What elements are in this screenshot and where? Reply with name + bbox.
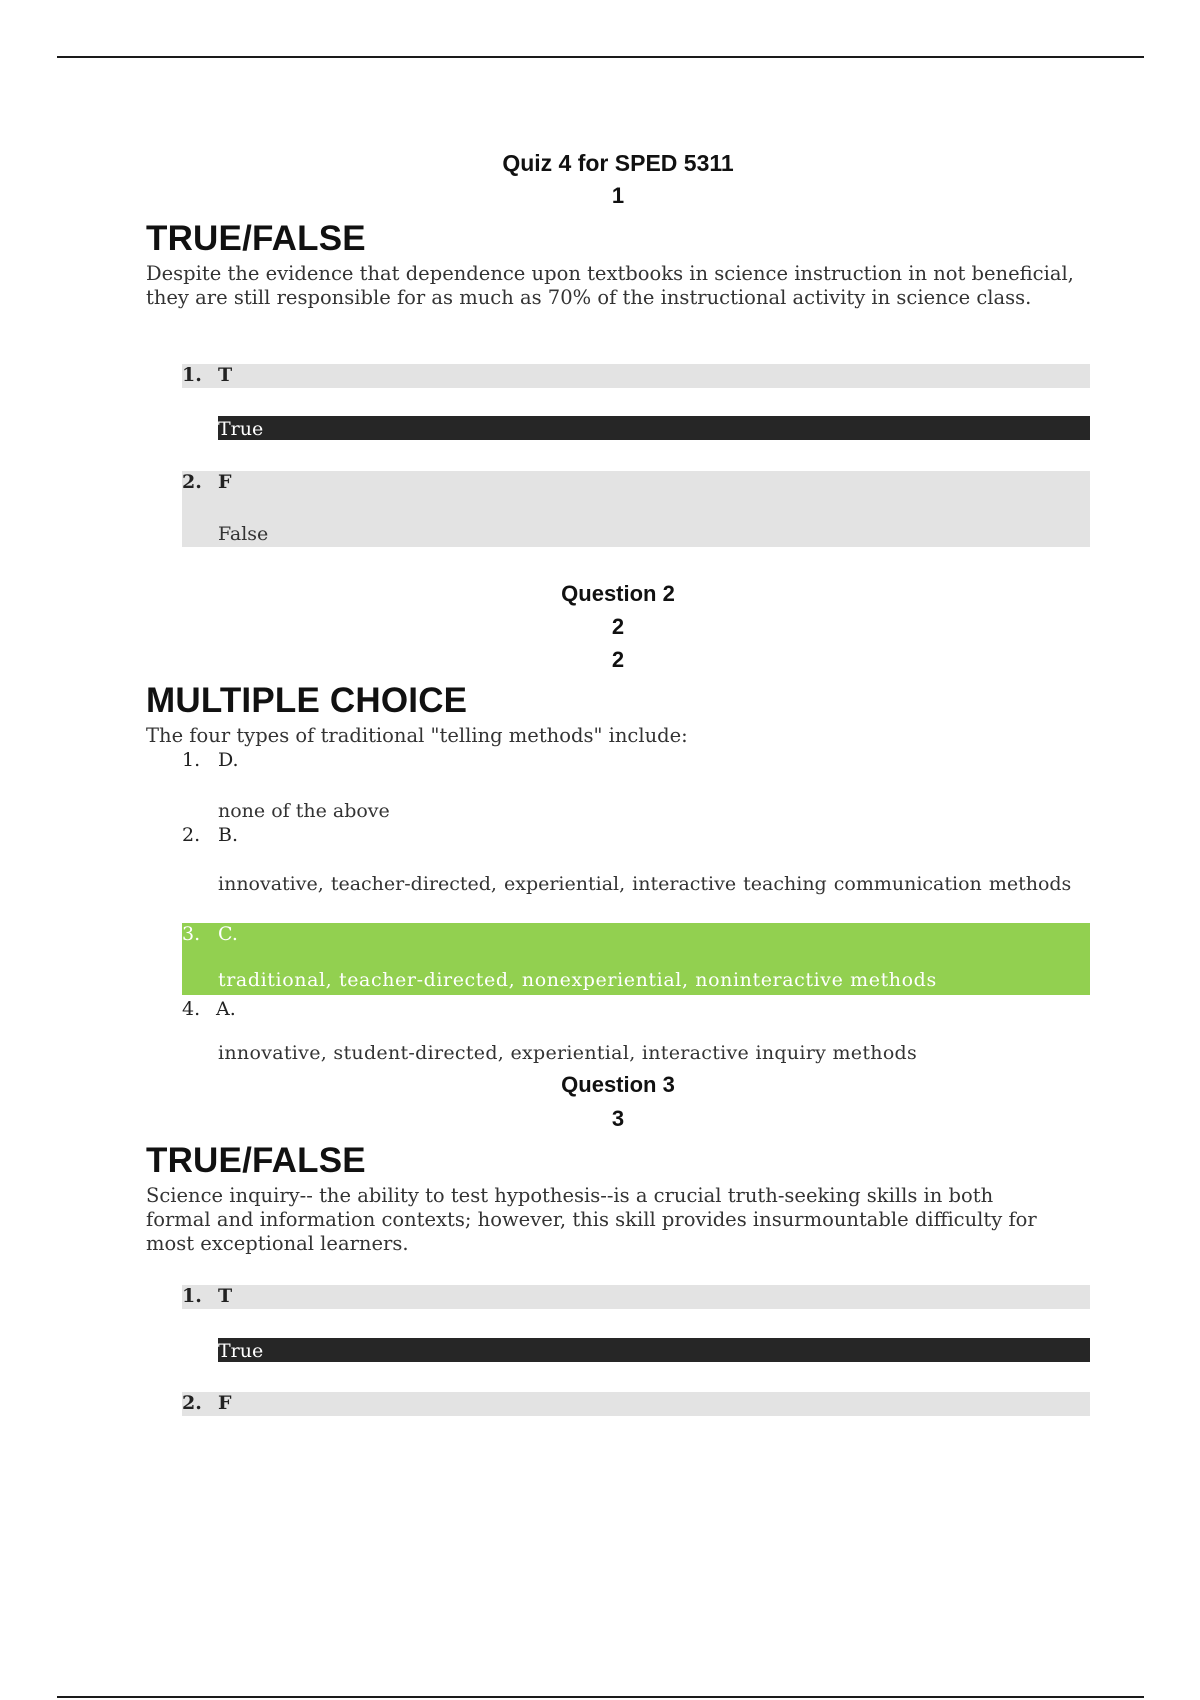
option-bar — [182, 1285, 1090, 1309]
option-letter: F — [218, 1392, 232, 1414]
option-number: 4. — [182, 998, 201, 1020]
option-2-label[interactable] — [182, 471, 232, 493]
option-1-label[interactable] — [182, 749, 239, 771]
correct-answer-highlight[interactable] — [182, 923, 1090, 995]
option-1-label[interactable] — [182, 364, 233, 386]
footer-rule — [57, 1696, 1144, 1698]
header-rule — [57, 56, 1144, 58]
question-number: 2 — [611, 647, 625, 672]
option-letter: C. — [218, 923, 238, 945]
selected-answer-true[interactable]: True — [218, 1338, 1090, 1362]
option-2-label[interactable] — [182, 824, 239, 846]
question-number: 3 — [611, 1106, 625, 1131]
option-bar — [182, 471, 1090, 547]
option-bar — [182, 1392, 1090, 1416]
option-number: 1. — [182, 364, 202, 386]
option-number: 3. — [182, 923, 201, 945]
option-letter: T — [218, 1285, 233, 1307]
option-4-label[interactable] — [182, 998, 236, 1020]
option-2-label[interactable] — [182, 1392, 232, 1414]
option-a-text[interactable]: innovative, student-directed, experiential, interactive inquiry methods — [218, 1042, 918, 1064]
question-2-heading: Question 2 — [561, 581, 675, 606]
question-number: 1 — [611, 183, 625, 208]
question-3-text: Science inquiry-- the ability to test hypothesis--is a crucial truth-seeking skills in both formal and information contexts; however, this skill provides insurmountable difficulty for most exceptional learners. — [146, 1184, 1037, 1255]
question-number: 2 — [611, 614, 625, 639]
option-number: 1. — [182, 749, 201, 771]
option-b-text[interactable]: innovative, teacher-directed, experiential, interactive teaching communication methods — [218, 873, 1072, 895]
option-letter: D. — [218, 749, 239, 771]
section-heading-true-false: TRUE/FALSE — [146, 219, 366, 258]
option-d-text[interactable]: none of the above — [218, 800, 390, 822]
option-number: 2. — [182, 471, 202, 493]
option-number: 1. — [182, 1285, 202, 1307]
option-letter: T — [218, 364, 233, 386]
question-2-text: The four types of traditional "telling methods" include: — [146, 724, 688, 747]
option-letter: F — [218, 471, 232, 493]
question-1-text: Despite the evidence that dependence upon textbooks in science instruction in not beneficial, they are still responsible for as much as 70% of the instructional activity in science class. — [146, 262, 1074, 309]
option-letter: B. — [218, 824, 239, 846]
selected-answer-true[interactable]: True — [218, 416, 1090, 440]
option-number: 2. — [182, 1392, 202, 1414]
option-3-label — [182, 923, 238, 945]
option-c-text: traditional, teacher-directed, nonexperiential, noninteractive methods — [218, 969, 937, 991]
option-letter: A. — [216, 998, 236, 1020]
option-bar — [182, 364, 1090, 388]
section-heading-true-false: TRUE/FALSE — [146, 1141, 366, 1180]
quiz-title: Quiz 4 for SPED 5311 — [502, 150, 734, 176]
section-heading-multiple-choice: MULTIPLE CHOICE — [146, 681, 468, 720]
option-false-text[interactable]: False — [218, 523, 269, 545]
option-1-label[interactable] — [182, 1285, 233, 1307]
option-number: 2. — [182, 824, 201, 846]
question-3-heading: Question 3 — [561, 1072, 675, 1097]
